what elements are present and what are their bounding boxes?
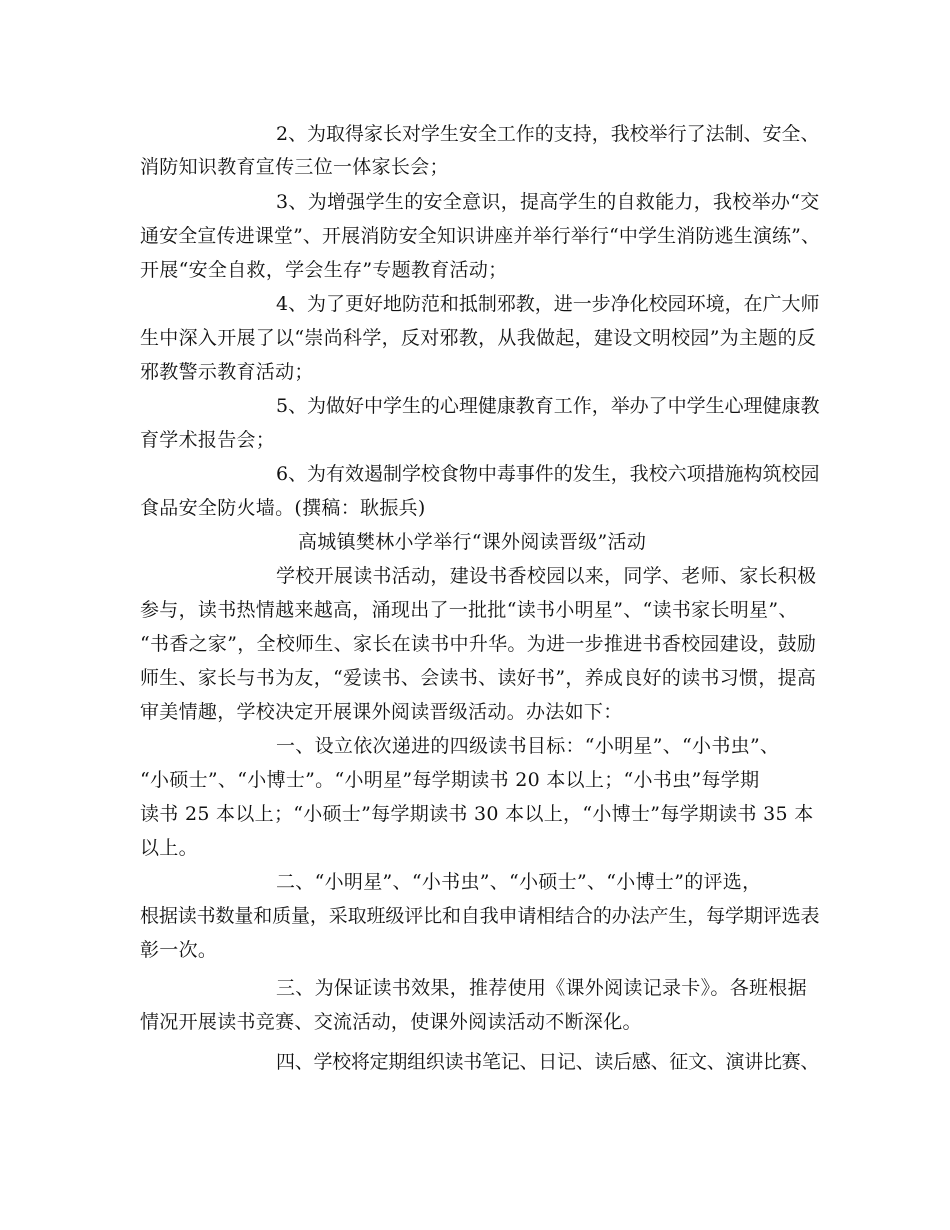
paragraph-line: 食品安全防火墙。(撰稿：耿振兵): [140, 497, 426, 519]
paragraph-line: 育学术报告会；: [140, 429, 276, 451]
paragraph-line: 消防知识教育宣传三位一体家长会；: [140, 156, 449, 178]
section-title: 高城镇樊林小学举行“课外阅读晋级”活动: [298, 531, 647, 553]
paragraph-line: 4、为了更好地防范和抵制邪教，进一步净化校园环境，在广大师: [276, 293, 820, 315]
paragraph-line: 开展“安全自救，学会生存”专题教育活动；: [140, 259, 508, 281]
paragraph-line: 根据读书数量和质量，采取班级评比和自我申请相结合的办法产生，每学期评选表: [140, 905, 820, 927]
paragraph-line: 邪教警示教育活动；: [140, 361, 314, 383]
paragraph-line: 一、设立依次递进的四级读书目标：“小明星”、“小书虫”、: [276, 735, 780, 757]
paragraph-line: 读书 25 本以上；“小硕士”每学期读书 30 本以上，“小博士”每学期读书 35 本: [140, 803, 814, 825]
paragraph-line: 5、为做好中学生的心理健康教育工作，举办了中学生心理健康教: [276, 395, 820, 417]
paragraph-line: 参与，读书热情越来越高，涌现出了一批批“读书小明星”、“读书家长明星”、: [140, 599, 798, 621]
paragraph-line: “书香之家”，全校师生、家长在读书中升华。为进一步推进书香校园建设，鼓励: [140, 633, 817, 655]
paragraph-line: 彰一次。: [140, 939, 218, 961]
paragraph-line: 学校开展读书活动，建设书香校园以来，同学、老师、家长积极: [276, 565, 817, 587]
paragraph-line: 审美情趣，学校决定开展课外阅读晋级活动。办法如下：: [140, 701, 623, 723]
paragraph-line: 三、为保证读书效果，推荐使用《课外阅读记录卡》。各班根据: [276, 977, 807, 999]
paragraph-line: 二、“小明星”、“小书虫”、“小硕士”、“小博士”的评选，: [276, 871, 762, 893]
paragraph-line: 情况开展读书竞赛、交流活动，使课外阅读活动不断深化。: [140, 1011, 642, 1033]
paragraph-line: 生中深入开展了以“崇尚科学，反对邪教，从我做起，建设文明校园”为主题的反: [140, 327, 817, 349]
paragraph-line: “小硕士”、“小博士”。“小明星”每学期读书 20 本以上；“小书虫”每学期: [140, 769, 760, 791]
paragraph-line: 师生、家长与书为友，“爱读书、会读书、读好书”，养成良好的读书习惯，提高: [140, 667, 817, 689]
paragraph-line: 3、为增强学生的安全意识，提高学生的自救能力，我校举办“交: [276, 191, 820, 213]
paragraph-line: 通安全宣传进课堂”、开展消防安全知识讲座并举行举行“中学生消防逃生演练”、: [140, 225, 821, 247]
paragraph-line: 2、为取得家长对学生安全工作的支持，我校举行了法制、安全、: [276, 123, 820, 145]
paragraph-line: 四、学校将定期组织读书笔记、日记、读后感、征文、演讲比赛、: [276, 1051, 820, 1073]
paragraph-line: 6、为有效遏制学校食物中毒事件的发生，我校六项措施构筑校园: [276, 463, 820, 485]
paragraph-line: 以上。: [140, 837, 198, 859]
